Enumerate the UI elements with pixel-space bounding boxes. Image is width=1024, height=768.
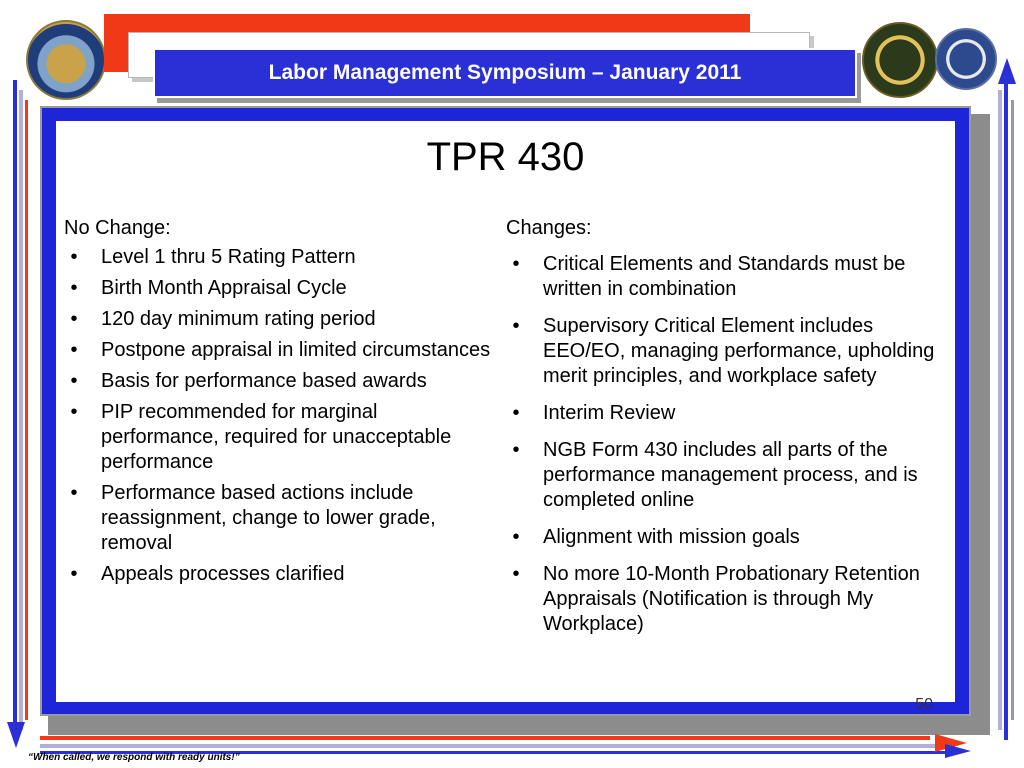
banner <box>153 48 857 98</box>
list-item: • Postpone appraisal in limited circumstances <box>64 338 494 363</box>
ohio-seal-icon <box>26 20 106 100</box>
bullet-icon: • <box>512 315 520 337</box>
slide-title: TPR 430 <box>426 135 585 179</box>
bullet-icon: • <box>70 563 78 585</box>
list-item: • Interim Review <box>506 401 936 426</box>
bottom-line-gray <box>40 744 940 748</box>
air-national-guard-seal-icon <box>935 28 997 90</box>
list-item: • Birth Month Appraisal Cycle <box>64 276 494 301</box>
left-border-line-gray <box>19 90 23 730</box>
list-item: • Alignment with mission goals <box>506 525 936 550</box>
no-change-list <box>64 245 494 587</box>
left-border-line-red <box>25 100 28 720</box>
footer-slogan: “When called, we respond with ready units!” <box>28 752 240 763</box>
bullet-icon: • <box>70 482 78 504</box>
right-border-line-gray <box>998 90 1002 730</box>
bullet-icon: • <box>70 277 78 299</box>
list-item: • 120 day minimum rating period <box>64 307 494 332</box>
bullet-icon: • <box>512 402 520 424</box>
content-frame <box>40 106 971 716</box>
list-item: • Level 1 thru 5 Rating Pattern <box>64 245 494 270</box>
list-item: • Supervisory Critical Element includes EEO/EO, managing performance, upholding merit principles, and workplace safety <box>506 314 936 389</box>
banner-title: Labor Management Symposium – January 2011 <box>268 61 742 84</box>
list-item: • No more 10-Month Probationary Retention Appraisals (Notification is through My Workplace) <box>506 562 936 637</box>
list-item: • Performance based actions include reassignment, change to lower grade, removal <box>64 481 494 556</box>
down-arrow-icon <box>7 722 25 748</box>
bullet-icon: • <box>70 370 78 392</box>
bullet-icon: • <box>70 339 78 361</box>
list-item: • Basis for performance based awards <box>64 369 494 394</box>
bullet-icon: • <box>512 439 520 461</box>
slide-content <box>56 121 955 713</box>
right-border-line-blue <box>1004 80 1008 740</box>
no-change-heading: No Change: <box>64 217 171 239</box>
army-national-guard-seal-icon <box>862 22 938 98</box>
bullet-icon: • <box>70 308 78 330</box>
bullet-icon: • <box>70 401 78 423</box>
bullet-icon: • <box>512 253 520 275</box>
bullet-icon: • <box>512 526 520 548</box>
right-arrow-icon <box>945 744 971 758</box>
bullet-icon: • <box>512 563 520 585</box>
list-item: • Appeals processes clarified <box>64 562 494 587</box>
changes-heading: Changes: <box>506 217 592 239</box>
bottom-line-red <box>40 736 930 740</box>
changes-list <box>506 252 936 637</box>
changes-column <box>506 216 936 649</box>
right-border-line-dark <box>1011 100 1014 720</box>
bullet-icon: • <box>70 246 78 268</box>
up-arrow-icon <box>998 58 1016 84</box>
left-border-line-blue <box>13 80 17 740</box>
list-item: • NGB Form 430 includes all parts of the performance management process, and is completed online <box>506 438 936 513</box>
list-item: • Critical Elements and Standards must be written in combination <box>506 252 936 302</box>
no-change-column <box>64 216 494 593</box>
list-item: • PIP recommended for marginal performance, required for unacceptable performance <box>64 400 494 475</box>
page-number: 50 <box>915 696 933 713</box>
